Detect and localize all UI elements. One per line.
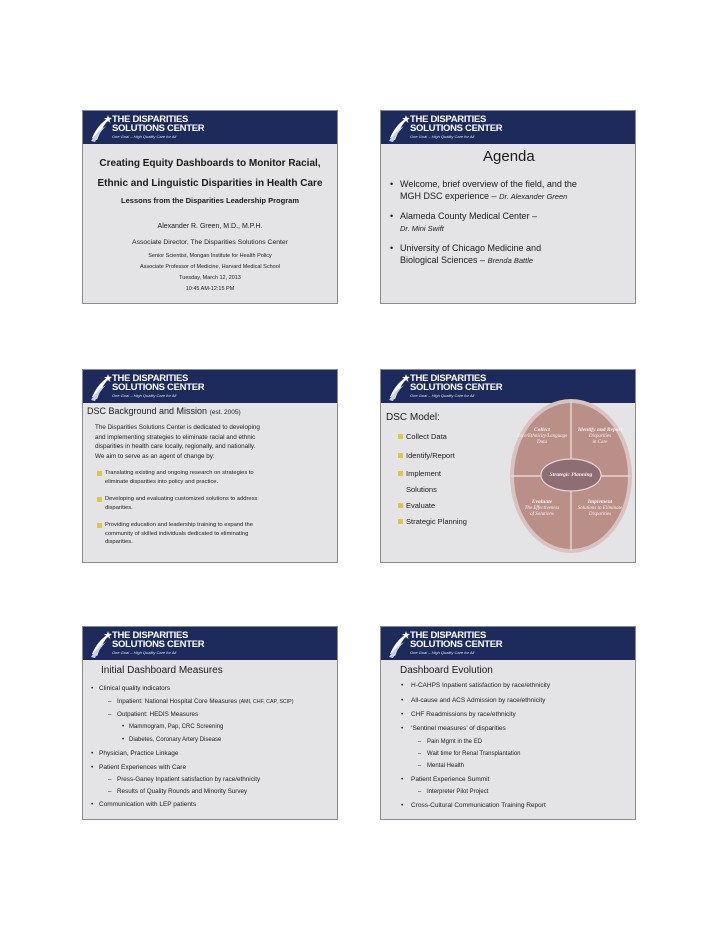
banner (381, 627, 635, 660)
bullet-marker: • (122, 724, 125, 730)
slide-5 (82, 626, 338, 820)
bullet-marker: • (401, 697, 404, 704)
slide-title: Dashboard Evolution (400, 665, 493, 676)
logo-line1: THE DISPARITIES (112, 630, 189, 641)
evolution-l6: – Wait time for Renal Transplantation (418, 751, 521, 757)
evolution-l8: • Patient Experience Summit (401, 776, 490, 783)
bullet-marker (398, 519, 403, 524)
logo-line1: THE DISPARITIES (410, 114, 487, 125)
logo-tagline: One Goal – High Quality Care for All (112, 650, 177, 655)
bullet-marker: • (401, 776, 404, 783)
logo-line2: SOLUTIONS CENTER (112, 639, 205, 650)
dash-marker: – (108, 711, 112, 718)
role-2: Senior Scientist, Mongan Institute for Health Policy (148, 253, 272, 259)
dash-marker: – (418, 739, 422, 745)
banner (83, 370, 337, 403)
bullet-marker: • (91, 685, 94, 692)
logo-tagline: One Goal – High Quality Care for All (410, 393, 475, 398)
agenda-item-3: • University of Chicago Medicine and Biological Sciences – Brenda Battle (400, 243, 577, 266)
slide-title: DSC Background and Mission (est. 2005) (87, 406, 241, 416)
swoosh-logo-icon (91, 114, 113, 142)
title-line1: Creating Equity Dashboards to Monitor Racial, (99, 158, 321, 169)
dash-marker: – (108, 788, 112, 795)
speaker-3: Brenda Battle (487, 255, 534, 265)
bullet-marker (97, 497, 102, 502)
logo-line2: SOLUTIONS CENTER (410, 123, 503, 134)
role-3: Associate Professor of Medicine, Harvard Medical School (139, 264, 280, 270)
swoosh-logo-icon (389, 114, 411, 142)
logo-line2: SOLUTIONS CENTER (112, 382, 205, 393)
wheel-center-label: Strategic Planning (549, 472, 593, 478)
mission-bullet-2: Developing and evaluating customized solutions to address disparities. (105, 496, 258, 511)
bullet-marker: • (91, 764, 94, 771)
bullet-marker (398, 453, 403, 458)
title-line2: Ethnic and Linguistic Disparities in Health Care (97, 178, 323, 189)
slide-title: DSC Model: (386, 412, 440, 423)
bullet-marker (398, 434, 403, 439)
bullet-marker: • (401, 725, 404, 732)
measure-l9: – Results of Quality Rounds and Minority Survey (108, 788, 248, 795)
dash-marker: – (418, 751, 422, 757)
banner (83, 111, 337, 144)
quadrant-evaluate: Evaluate The Effectiveness of Solutions (524, 499, 560, 517)
quadrant-identify: Identify and Report Disparities in Care (577, 427, 623, 445)
logo-line2: SOLUTIONS CENTER (410, 639, 503, 650)
model-item-5: Strategic Planning (406, 517, 467, 526)
banner (381, 111, 635, 144)
bullet-marker: • (91, 750, 94, 757)
model-item-1: Collect Data (406, 432, 447, 441)
bullet-marker (398, 503, 403, 508)
bullet-marker (97, 523, 102, 528)
date: Tuesday, March 12, 2013 (179, 275, 241, 281)
logo-tagline: One Goal – High Quality Care for All (410, 650, 475, 655)
swoosh-logo-icon (389, 373, 411, 401)
model-item-2: Identify/Report (406, 451, 455, 460)
measure-l8: – Press-Ganey Inpatient satisfaction by race/ethnicity (108, 776, 261, 783)
logo-line1: THE DISPARITIES (410, 630, 487, 641)
measure-l3: – Outpatient: HEDIS Measures (108, 711, 199, 718)
dsc-logo (91, 373, 205, 401)
mission-bullet-3: Providing education and leadership training to expand the community of skilled individuals dedicated to eliminating disparities. (105, 522, 253, 545)
speaker-2: Dr. Mini Swift (400, 223, 444, 233)
slide-title: Agenda (483, 148, 535, 165)
evolution-l2: • All-cause and ACS Admission by race/ethnicity (401, 697, 546, 704)
logo-line2: SOLUTIONS CENTER (410, 382, 503, 393)
evolution-l1: • H-CAHPS Inpatient satisfaction by race/ethnicity (401, 682, 551, 689)
measure-l7: • Patient Experiences with Care (91, 764, 187, 771)
bullet-marker (97, 471, 102, 476)
dash-marker: – (418, 763, 422, 769)
bullet-marker: • (122, 737, 125, 743)
measure-l4: • Mammogram, Pap, CRC Screening (122, 724, 224, 730)
slide-3 (82, 369, 338, 563)
quadrant-implement: Implement Solutions to Eliminate Disparities (577, 499, 623, 517)
swoosh-logo-icon (91, 630, 113, 658)
slide-1 (82, 110, 338, 304)
dsc-logo (389, 114, 503, 142)
logo-tagline: One Goal – High Quality Care for All (112, 393, 177, 398)
evolution-l7: – Mental Health (418, 763, 465, 769)
measure-l6: • Physician, Practice Linkage (91, 750, 179, 757)
evolution-l9: – Interpreter Pilot Project (418, 789, 489, 795)
dsc-logo (91, 114, 205, 142)
logo-line1: THE DISPARITIES (112, 373, 189, 384)
dsc-logo (389, 373, 503, 401)
mission-paragraph: The Disparities Solutions Center is dedicated to developing and implementing strategies to eliminate racial and ethnic disparities in health care locally, regionally, and nationally. (95, 424, 260, 450)
bullet-marker: • (401, 682, 404, 689)
model-item-4: Evaluate (406, 501, 436, 510)
logo-line1: THE DISPARITIES (112, 114, 189, 125)
dash-marker: – (418, 789, 422, 795)
bullet-marker: • (401, 711, 404, 718)
dsc-logo (91, 630, 205, 658)
agenda-item-2: • Alameda County Medical Center – Dr. Mini Swift (400, 211, 577, 234)
measure-l1: • Clinical quality indicators (91, 685, 171, 692)
slide-title: Initial Dashboard Measures (101, 665, 223, 676)
slide-2 (380, 110, 636, 304)
role-1: Associate Director, The Disparities Solutions Center (132, 239, 288, 246)
measure-l10: • Communication with LEP patients (91, 801, 197, 808)
measure-l2: – Inpatient: National Hospital Core Measures (AMI, CHF, CAP, SCIP) (108, 698, 294, 705)
logo-line2: SOLUTIONS CENTER (112, 123, 205, 134)
time: 10:45 AM-12:15 PM (185, 286, 235, 292)
swoosh-logo-icon (91, 373, 113, 401)
speaker-1: Dr. Alexander Green (499, 191, 568, 201)
evolution-l10: • Cross-Cultural Communication Training Report (401, 802, 546, 809)
bullet-marker: • (91, 801, 94, 808)
measure-l5: • Diabetes, Coronary Artery Disease (122, 737, 222, 743)
dsc-model-wheel (509, 398, 633, 554)
quadrant-collect: Collect Race/Ethnicity/Language Data (516, 427, 568, 445)
swoosh-logo-icon (389, 630, 411, 658)
dash-marker: – (108, 776, 112, 783)
banner (83, 627, 337, 660)
slide-4 (380, 369, 636, 563)
presenter-name: Alexander R. Green, M.D., M.P.H. (157, 223, 263, 230)
dash-marker: – (108, 698, 112, 705)
change-agent-text: We aim to serve as an agent of change by: (95, 453, 215, 460)
logo-line1: THE DISPARITIES (410, 373, 487, 384)
bullet-marker: • (401, 802, 404, 809)
model-item-3-cont: Solutions (406, 485, 437, 494)
evolution-l5: – Pain Mgmt in the ED (418, 739, 483, 745)
slide-6 (380, 626, 636, 820)
evolution-l3: • CHF Readmissions by race/ethnicity (401, 711, 516, 718)
model-item-3: Implement (406, 469, 442, 478)
evolution-l4: • ‘Sentinel measures’ of disparities (401, 725, 506, 732)
subtitle: Lessons from the Disparities Leadership Program (121, 196, 299, 205)
agenda-item-1: • Welcome, brief overview of the field, and the MGH DSC experience – Dr. Alexander Green (400, 179, 577, 202)
bullet-marker (398, 471, 403, 476)
logo-tagline: One Goal – High Quality Care for All (410, 134, 475, 139)
mission-bullet-1: Translating existing and ongoing research on strategies to eliminate disparities into policy and practice. (105, 470, 254, 485)
dsc-logo (389, 630, 503, 658)
logo-tagline: One Goal – High Quality Care for All (112, 134, 177, 139)
